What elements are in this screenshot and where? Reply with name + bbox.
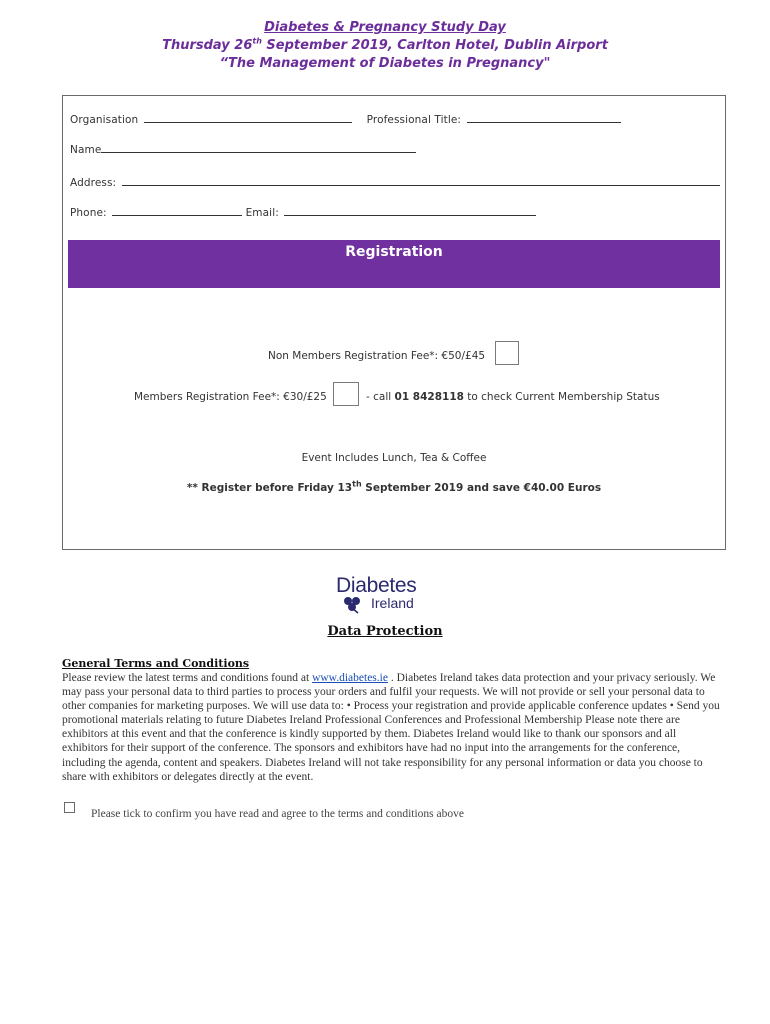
- event-date-venue: Thursday 26th September 2019, Carlton Hotel, Dublin Airport: [162, 36, 608, 53]
- agree-terms-label: Please tick to confirm you have read and agree to the terms and conditions above: [91, 808, 464, 820]
- phone-number: 01 8428118: [394, 391, 464, 403]
- professional-title-label: Professional Title:: [366, 114, 462, 126]
- membership-check-note: - call 01 8428118 to check Current Membership Status: [366, 391, 660, 403]
- name-label: Name: [70, 144, 102, 156]
- members-fee-label: Members Registration Fee*: €30/£25: [134, 391, 327, 403]
- event-title: Diabetes & Pregnancy Study Day: [264, 20, 506, 35]
- contact-row: [70, 205, 536, 219]
- registration-banner: [68, 240, 720, 288]
- professional-title-field[interactable]: [467, 112, 621, 123]
- registration-form: [62, 95, 726, 550]
- shamrock-icon: [341, 596, 365, 614]
- registration-title: Registration: [345, 244, 443, 260]
- early-bird-note: ** Register before Friday 13th September 2019 and save €40.00 Euros: [186, 479, 602, 494]
- name-field[interactable]: [101, 142, 416, 153]
- data-protection-title: Data Protection: [327, 624, 443, 639]
- email-label: Email:: [245, 207, 279, 219]
- name-row: [70, 142, 416, 156]
- diabetes-ireland-logo: Diabetes Ireland: [333, 574, 433, 616]
- address-row: [70, 175, 720, 189]
- organisation-field[interactable]: [144, 112, 352, 123]
- organisation-label: Organisation: [70, 114, 139, 126]
- organisation-row: [70, 112, 621, 126]
- diabetes-website-link[interactable]: www.diabetes.ie: [312, 672, 388, 684]
- event-subtitle: “The Management of Diabetes in Pregnancy": [219, 56, 551, 71]
- event-includes: Event Includes Lunch, Tea & Coffee: [301, 452, 487, 464]
- agree-terms-checkbox[interactable]: [64, 802, 75, 813]
- non-members-fee-checkbox[interactable]: [495, 341, 519, 365]
- address-field[interactable]: [122, 175, 720, 186]
- terms-body: Please review the latest terms and conditions found at www.diabetes.ie . Diabetes Ireland takes data protection and your privacy seriously. We may pass your personal data to third parties to process your orders and fulfil your requests. We will not provide or sell your personal data to other companies for marketing purposes. We will use data to: • Process your registration and provide applicable conference updates • Send you promotional materials relating to future Diabetes Ireland Professional Conferences and Professional Membership Please note there are exhibitors at this event and that the conference is kindly supported by them. Diabetes Ireland would like to thank our sponsors and all exhibitors for their support of the conference. The sponsors and exhibitors have had no input into the arrangements for the conference, including the agenda, content and speakers. Diabetes Ireland will not take responsibility for any personal information or data you choose to share with exhibitors or delegates directly at the event.: [62, 672, 720, 783]
- non-members-fee-label: Non Members Registration Fee*: €50/£45: [268, 350, 486, 362]
- phone-field[interactable]: [112, 205, 242, 216]
- terms-heading: General Terms and Conditions: [62, 657, 250, 670]
- phone-label: Phone:: [70, 207, 107, 219]
- address-label: Address:: [70, 177, 117, 189]
- members-fee-checkbox[interactable]: [333, 382, 359, 406]
- email-field[interactable]: [284, 205, 536, 216]
